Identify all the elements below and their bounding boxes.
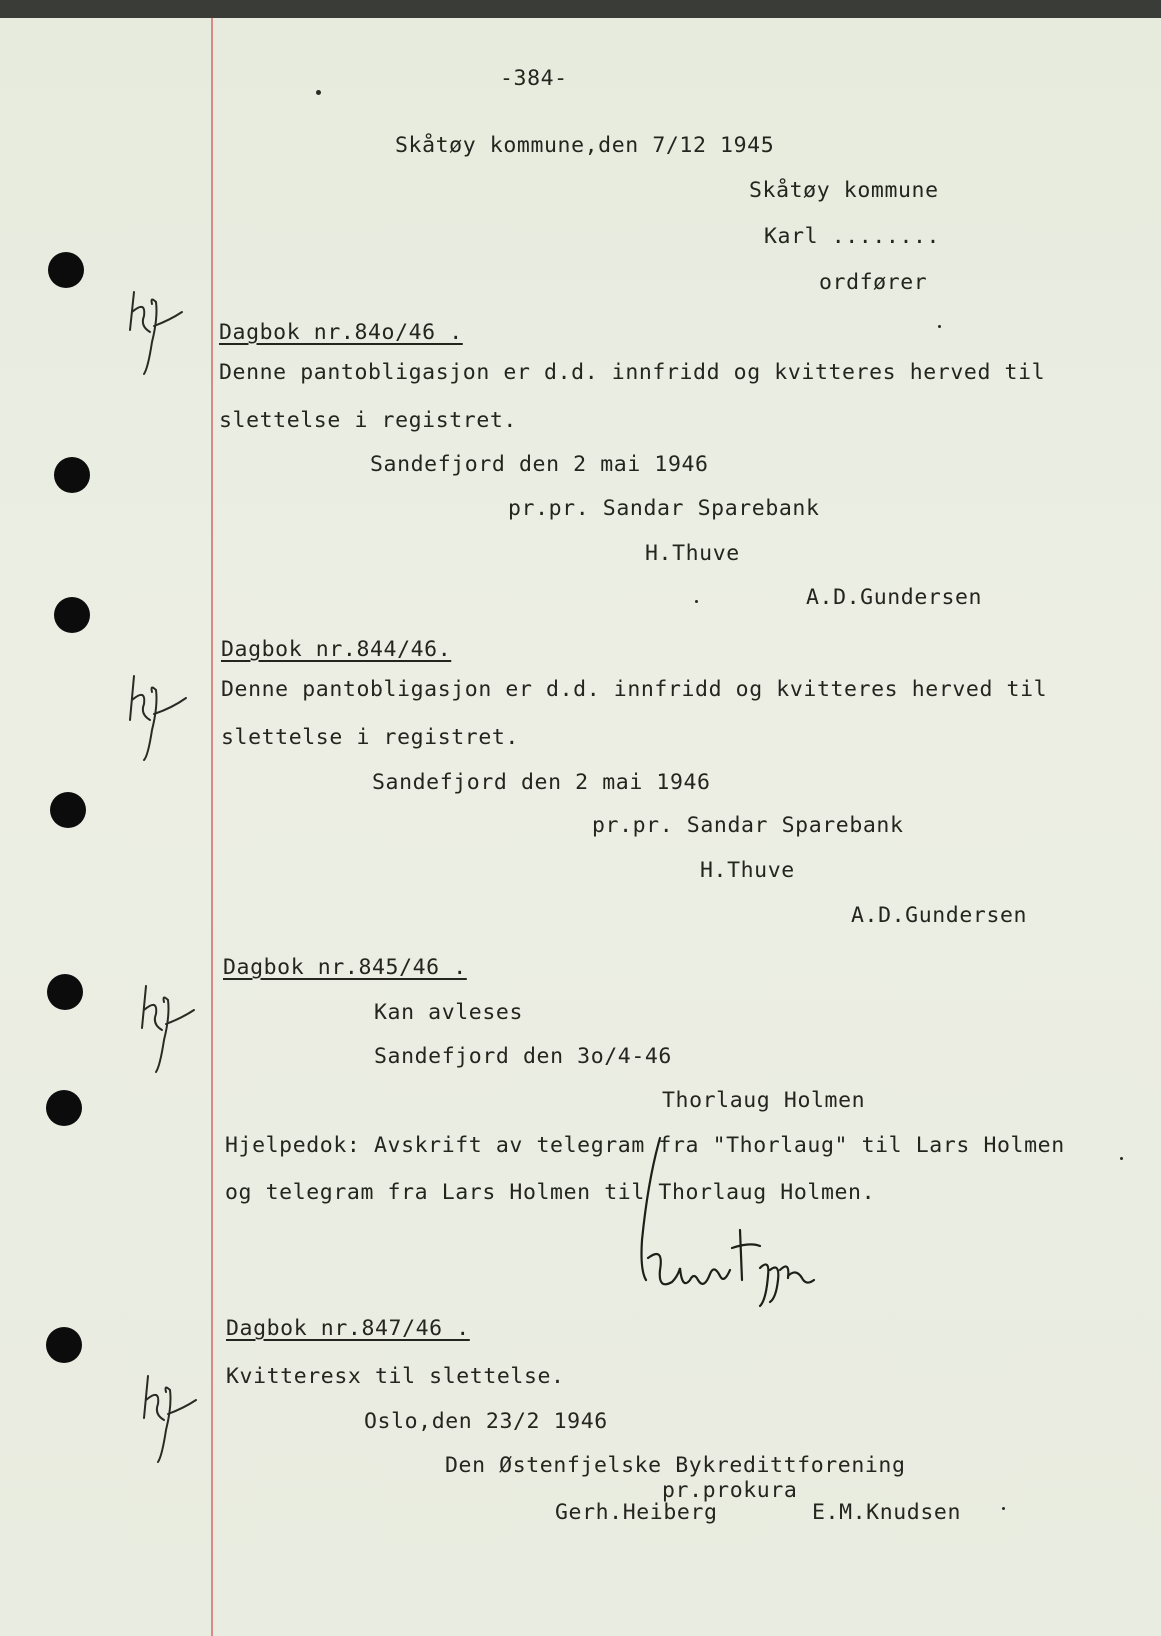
entry-text-line: slettelse i registret.: [219, 408, 517, 433]
entry-ref: Dagbok nr.844/46.: [221, 637, 452, 662]
entry-help-line: Hjelpedok: Avskrift av telegram fra "Thorlaug" til Lars Holmen: [225, 1133, 1065, 1158]
punch-hole: [47, 974, 83, 1010]
header-org: Skåtøy kommune: [749, 178, 939, 203]
entry-signatory: H.Thuve: [700, 858, 795, 883]
ink-speck: [695, 600, 698, 603]
entry-ref: Dagbok nr.847/46 .: [226, 1316, 470, 1341]
entry-place-date: Sandefjord den 2 mai 1946: [370, 452, 709, 477]
entry-prokura: pr.prokura: [662, 1478, 798, 1503]
entry-text-line: slettelse i registret.: [221, 725, 519, 750]
entry-help-line: og telegram fra Lars Holmen til Thorlaug Holmen.: [225, 1180, 876, 1205]
punch-hole: [54, 457, 90, 493]
ink-speck: [938, 325, 941, 328]
entry-ref: Dagbok nr.84o/46 .: [219, 320, 463, 345]
entry-signatory: Gerh.Heiberg: [555, 1500, 718, 1525]
punch-hole: [46, 1090, 82, 1126]
handwritten-initials: [122, 670, 202, 770]
entry-signatory: E.M.Knudsen: [812, 1500, 961, 1525]
entry-text-line: Denne pantobligasjon er d.d. innfridd og kvitteres herved til: [221, 677, 1048, 702]
entry-bank: pr.pr. Sandar Sparebank: [592, 813, 904, 838]
entry-signatory: H.Thuve: [645, 541, 740, 566]
handwritten-signature: [620, 1130, 830, 1330]
punch-hole: [50, 792, 86, 828]
entry-ref: Dagbok nr.845/46 .: [223, 955, 467, 980]
entry-signatory: Thorlaug Holmen: [662, 1088, 866, 1113]
header-place-date: Skåtøy kommune,den 7/12 1945: [395, 133, 775, 158]
entry-text: Kan avleses: [374, 1000, 523, 1025]
punch-hole: [54, 597, 90, 633]
entry-org: Den Østenfjelske Bykredittforening: [445, 1453, 906, 1478]
page-number: -384-: [500, 66, 568, 91]
punch-hole: [46, 1327, 82, 1363]
entry-place-date: Sandefjord den 3o/4-46: [374, 1044, 672, 1069]
ink-speck: [316, 90, 321, 95]
handwritten-initials: [136, 1370, 216, 1470]
header-name: Karl ........: [764, 224, 941, 249]
entry-bank: pr.pr. Sandar Sparebank: [508, 496, 820, 521]
scan-top-edge: [0, 0, 1161, 18]
entry-text-line: Denne pantobligasjon er d.d. innfridd og kvitteres herved til: [219, 360, 1046, 385]
handwritten-initials: [122, 282, 202, 382]
entry-place-date: Oslo,den 23/2 1946: [364, 1409, 608, 1434]
ink-speck: [1120, 1157, 1123, 1160]
ink-speck: [1002, 1507, 1005, 1510]
entry-place-date: Sandefjord den 2 mai 1946: [372, 770, 711, 795]
punch-hole: [48, 252, 84, 288]
header-role: ordfører: [819, 270, 928, 295]
entry-text: Kvitteresx til slettelse.: [226, 1364, 565, 1389]
entry-signatory: A.D.Gundersen: [851, 903, 1028, 928]
handwritten-initials: [134, 980, 214, 1080]
entry-signatory: A.D.Gundersen: [806, 585, 983, 610]
